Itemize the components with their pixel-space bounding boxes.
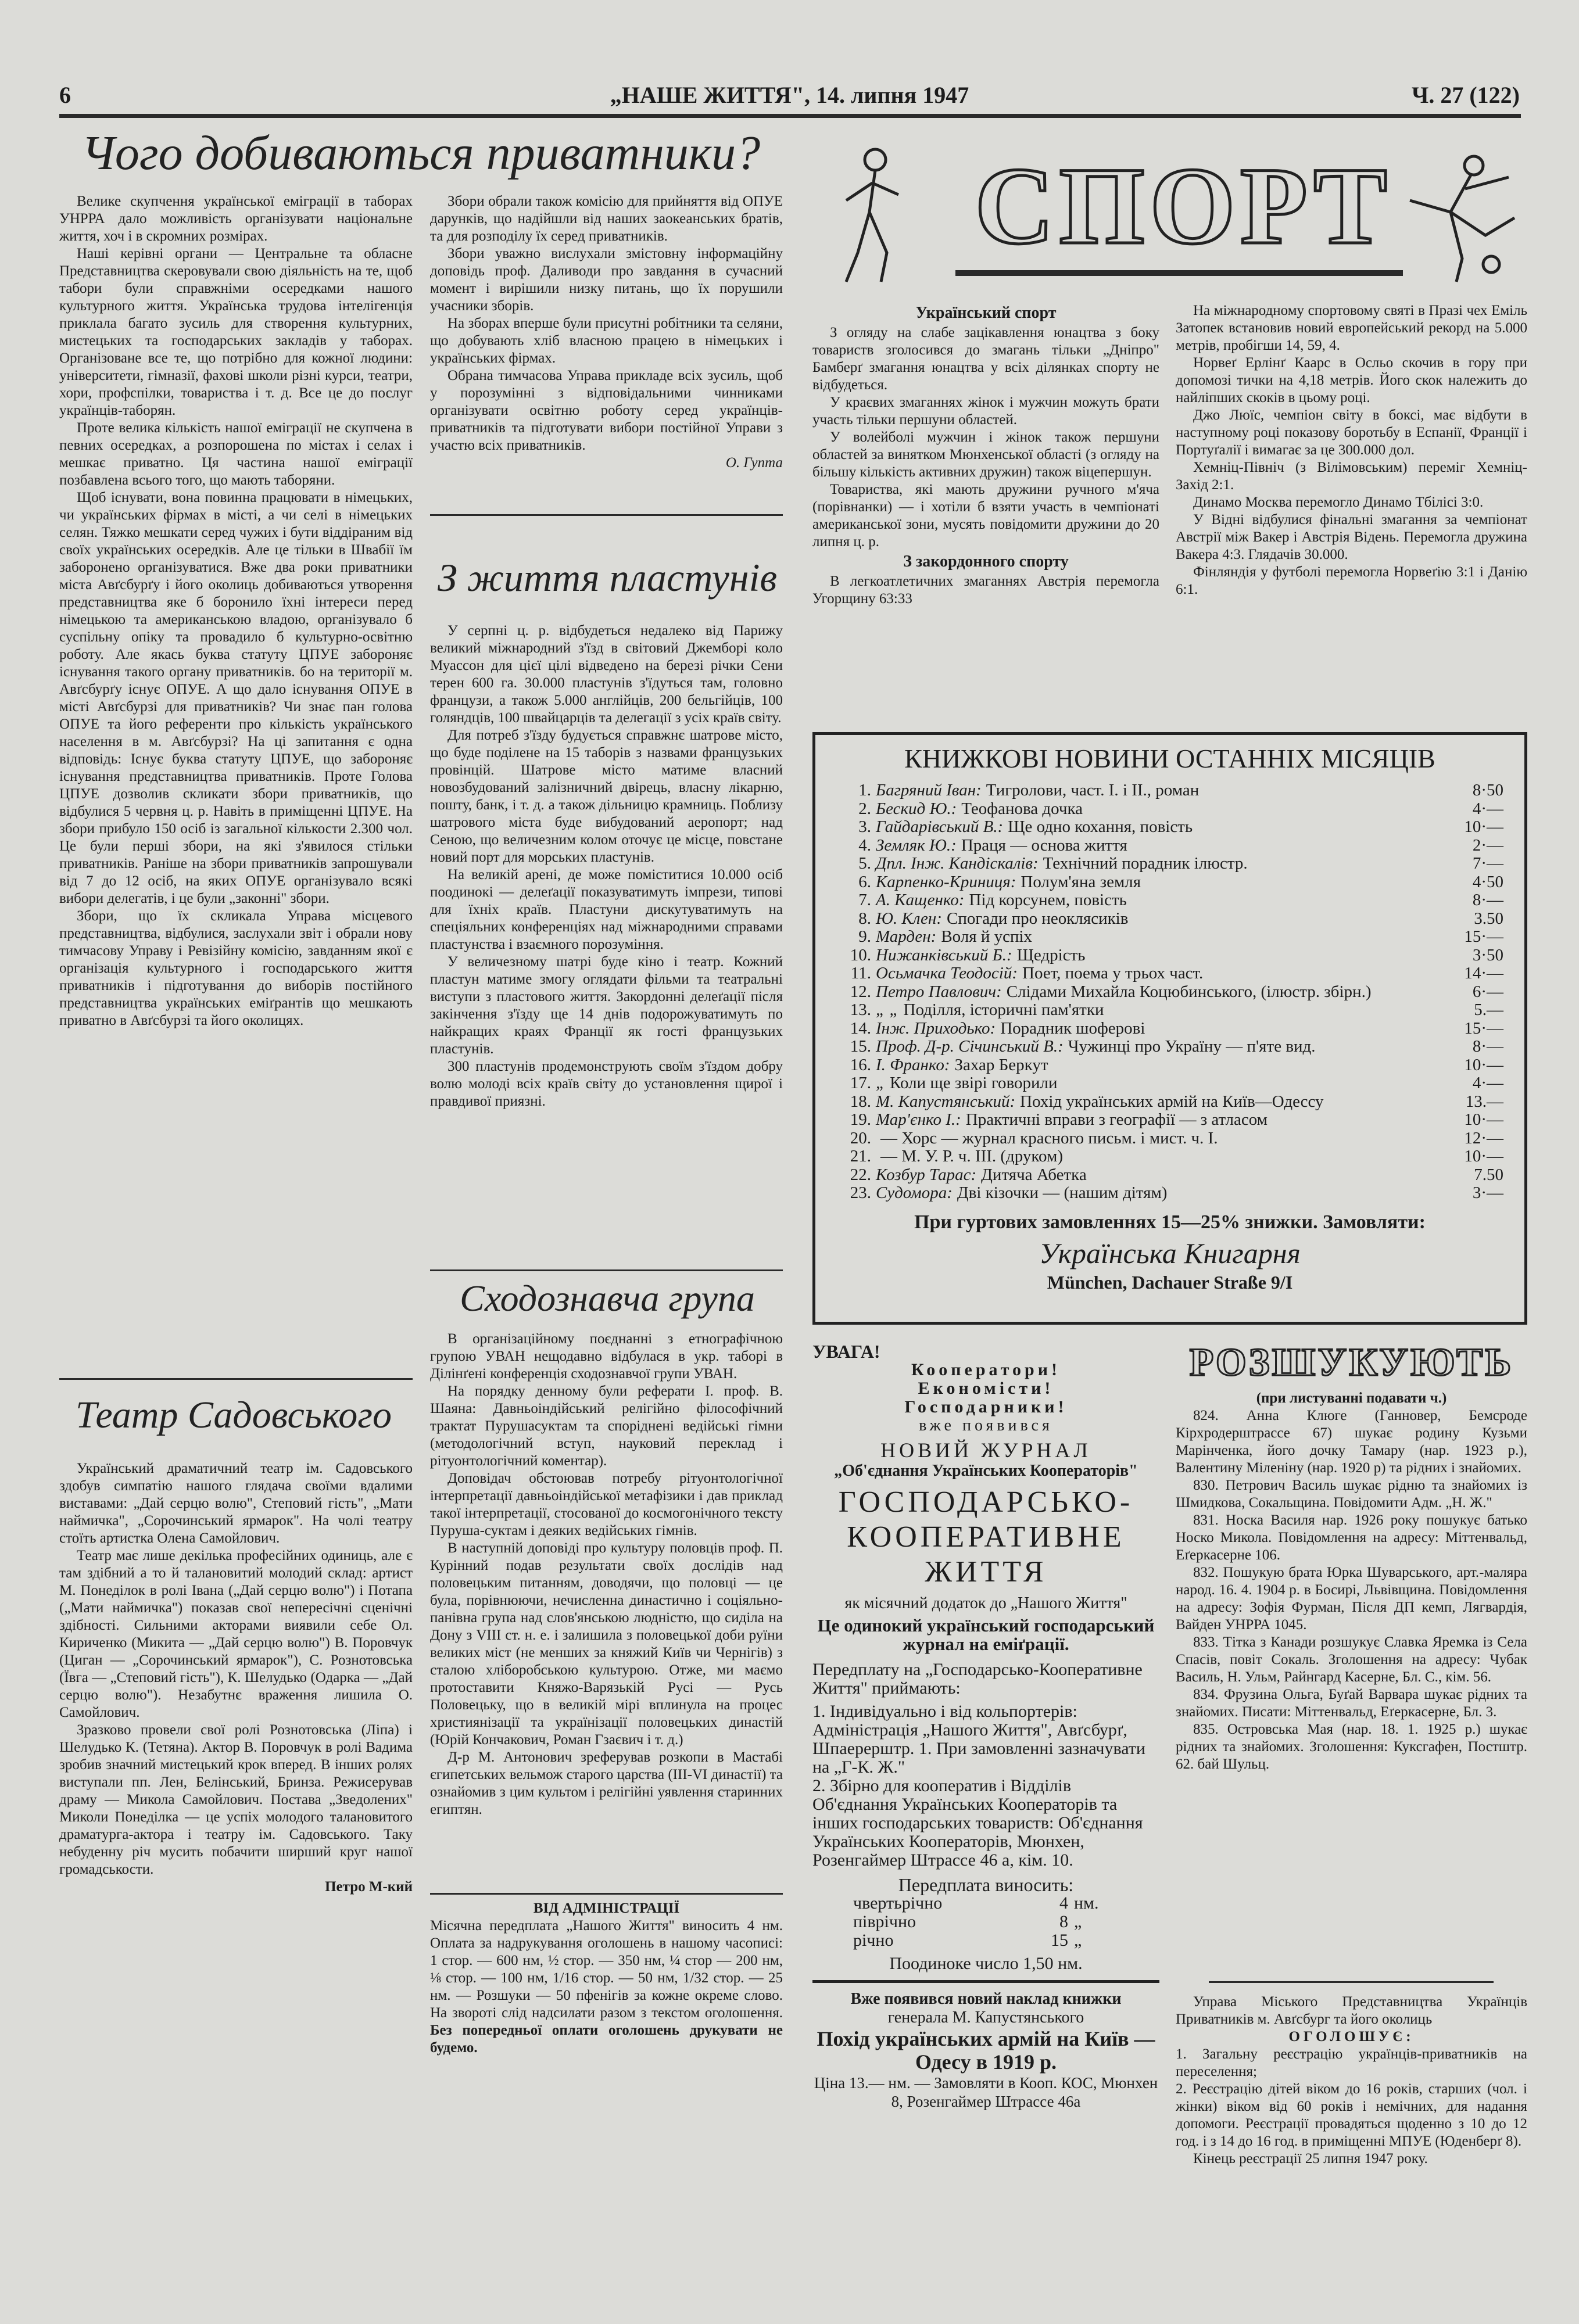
book-title: Тигролови, част. І. і ІІ., роман [986,781,1200,799]
paragraph: В наступній доповіді про культуру половців проф. П. Курінний подав результати своїх дослідів над половецьким питанням, доводячи, що половці — це була, порівнюючи, нечисленна династично і соціяльно-панівна група над слов'янською людністю, що сиділа на Дону з VIII ст. н. е. і залишила з половецької доби руїни великих міст (не менших за княжий Київ чи Чернігів) з сталою хліборобською культурою. Отже, ми маємо протоставити Княжо-Варязькій Русі — Русь Половецьку, що в великій мірі вплинула на процес християнізації та українізації половецьких династій (Юрій Кончакович, Роман Гзаєвич і т. д.) [430,1540,783,1748]
subscribe-intro: Передплату на „Господарсько-Кооперативне Життя" приймають: [812,1660,1143,1698]
book-author: М. Капустянський: [876,1092,1016,1111]
book-author: Петро Павлович: [876,982,1002,1001]
book-title: Похід українських армій на Київ — Одесу в 1919 р. [817,2027,1155,2074]
book-list-item [836,1074,1503,1093]
book-list-item [836,946,1503,965]
newspaper-title-date: „НАШЕ ЖИТТЯ", 14. липня 1947 [610,82,969,108]
book-title: Порадник шоферові [1000,1018,1145,1038]
book-number: 7. [858,891,871,909]
paragraph: В організаційному поєднанні з етнографічною групою УВАН нещодавно відбулася в укр. таборі в Ділінґені конференція сходознавчої групи УВАН. [430,1331,783,1382]
divider [812,1980,1159,1983]
price-period: річно [853,1931,894,1950]
book-price: 13.— [1465,1092,1503,1111]
paragraph: Український драматичний театр ім. Садовського здобув симпатію нашого глядача своїми вдалими виставами: „Дай серцю волю", Степовий гість", „Мати наймичка", „Сорочинський ярмарок". На чолі театру стоїть артистка Олена Самойлович. [59,1461,413,1546]
book-list-item [836,983,1503,1002]
book-price: 8·— [1472,1037,1503,1056]
book-price: 15·— [1464,1018,1503,1038]
paragraph: Д-р М. Антонович зреферував розкопи в Мастабі єгипетських вельмож старого царства (III-VI династії) та ознайомив з цим культом і релігійні уявлення старинних египтян. [430,1749,783,1817]
book-title: Ще одно кохання, повість [1008,817,1193,836]
book-price: 3·— [1472,1183,1503,1202]
author-signature: Петро М-кий [325,1879,413,1895]
notice-text: Місячна передплата „Нашого Життя" виносить 4 нм. Оплата за надрукування оголошень в нашому часописі: 1 стор. — 600 нм, ½ стор. — 350 нм, ¼ стор — 200 нм, ⅛ стор. — 100 нм, 1/16 стор. — 50 нм, 1/32 стор. — 25 нм. — Розшуки — 50 пфенігів за кожне окреме слово. На звороті слід надсилати разом з текстом оголошення. [430,1918,783,2021]
book-price: 10·— [1464,1110,1503,1129]
article-privatnyky-col1 [59,193,413,1361]
book-list-item [836,1147,1503,1166]
new-journal-label: НОВИЙ ЖУРНАЛ [880,1439,1091,1462]
price-unit: „ [1074,1912,1082,1931]
paragraph: Джо Люїс, чемпіон світу в боксі, має відбути в наступному році показову боротьбу в Еспанії, Франції і Портуґалії і вимагає за це 300.000 дол. [1176,407,1527,458]
issue-number: Ч. 27 (122) [1412,82,1520,108]
book-title: Слідами Михайла Коцюбинського, (ілюстр. збірн.) [1006,982,1372,1001]
book-news-box [812,732,1527,1325]
book-list-item [836,1020,1503,1038]
single-issue-price: Поодиноке число 1,50 нм. [889,1954,1083,1973]
book-list-item [836,1001,1503,1020]
section-title: ВІД АДМІНІСТРАЦІЇ [533,1900,680,1916]
search-item: 831. Носка Василя нар. 1926 року пошукує батько Носко Микола. Повідомлення на адресу: Міттенвальд, Еґеркасерне 106. [1176,1512,1527,1563]
book-price: 10·— [1464,1055,1503,1074]
book-title: Під корсунем, повість [969,891,1127,909]
article-headline-privatnyky: Чого добиваються приватники? [81,126,761,180]
book-author: Марден: [876,927,937,946]
price-period: піврічно [853,1912,916,1931]
book-title: Практичні вправи з географії — з атласом [965,1110,1268,1129]
price-title: Передплата виносить: [898,1874,1074,1895]
book-list-item [836,1111,1503,1129]
book-author: Земляк Ю.: [876,835,957,855]
subscribe-point: 1. Індивідуально і від кольпортерів: Адміністрація „Нашого Життя", Авґсбурґ, Шпаерерштр. 1. При замовленні зазначувати на „Г-К. Ж." [812,1702,1145,1777]
book-author: Осьмачка Теодосій: [876,964,1018,982]
book-list-item [836,1129,1503,1148]
price-amount: 15 [1051,1931,1068,1950]
page-number: 6 [59,82,71,108]
book-number: 1. [858,781,871,799]
book-title: Праця — основа життя [961,835,1127,855]
book-number: 5. [858,854,871,873]
article-skhodoznavcha [430,1330,783,1888]
price-amount: 4 [1059,1893,1068,1913]
book-price: 7.50 [1474,1165,1503,1184]
article-headline-skhodoznavcha: Сходознавча група [460,1278,755,1319]
paragraph: Динамо Москва перемогло Динамо Тбілісі 3:0. [1193,494,1484,510]
book-notice: Вже появився новий наклад книжки [850,1990,1122,2008]
paragraph: Обрана тимчасова Управа прикладе всіх зусиль, щоб у порозумінні з відповідальними чинниками організувати освітню роботу серед українців-приватників та підготувати вибори постійної Управи з участю всіх приватників. [430,368,783,453]
paragraph: Для потреб з'їзду будується справжнє шатрове місто, що буде поділене на 15 таборів з назвами французьких провінцій. Шатрове місто матиме власний новозбудований залізничний двірець, власну лікарню, пошту, банк, і т. д. а також дільницю крамниць. Поблизу шатрового міста буде вибудований аеропорт; над Сеною, що величезним колом оточує це місце, повстане новий порт для морських пластунів. [430,727,783,865]
paragraph: На великій арені, де може поміститися 10.000 осіб поодинокі — делеґації показуватимуть імпрези, типові для їхніх країв. Пластуни дискутуватимуть на спеціяльних конференціях над міжнародними справами пластунства і взаємного порозуміння. [430,867,783,952]
book-number: 11. [850,964,871,982]
appeared-text: вже появився [919,1416,1053,1434]
book-title: Поет, поема у трьох част. [1022,964,1204,982]
subscribe-point: 2. Збірно для кооператив і Відділів Об'єднання Українських Кооператорів та інших господарських товариств: Об'єднання Українських Кооператорів, Мюнхен, Розенгаймер Штрассе 46 а, кім. 10. [812,1776,1143,1870]
registration-notice [1176,1993,1527,2261]
book-title: Похід українських армій на Київ—Одессу [1020,1092,1324,1111]
notice-bold-text: Без попередньої оплати оголошень друкувати не будемо. [430,2022,783,2056]
paragraph: Фінляндія у футболі перемогла Норвеґію 3:1 і Данію 6:1. [1176,564,1527,597]
search-item: 824. Анна Клюге (Ганновер, Бемсроде Кірхродерштрассе 67) шукає родину Кузьми Марінченка, його дочку Тамару (нар. 1923 р.), Валентину Міленіну (нар. 1920 р) та рідних і знайомих. [1176,1408,1527,1476]
book-price: 10·— [1464,1147,1503,1165]
paragraph: Театр має лише декілька професійних одиниць, але є там здібний а то й талановитий молодий склад: артист М. Понеділок в ролі Івана („Дай серцю волю") і Потапа („Мати наймичка") показав свої непересічні сценічні здібності. Сильними акторами виявили себе Ол. Кириченко (Микита — „Дай серцю волю") В. Поровчук (Циган — „Сорочинський ярмарок"), С. Рознотовська (Ївга — „Степовий гість"), К. Шелудько (Одарка — „Дай серцю волю"). Незабутнє враження лишила О. Самойлович. [59,1548,413,1720]
divider [430,1269,783,1271]
book-number: 22. [850,1165,871,1184]
book-list-item [836,964,1503,983]
publisher: „Об'єднання Українських Кооператорів" [834,1462,1138,1480]
book-price: 6·— [1472,982,1503,1001]
paragraph: Велике скупчення української еміграції в таборах УНРРА дало можливість організувати національне життя, хоч і в скромних розмірах. [59,193,413,244]
book-price: 5.— [1474,1000,1503,1019]
book-title: — Хорс — журнал красного письм. і мист. ч. І. [880,1128,1218,1147]
search-note: (при листуванні подавати ч.) [1256,1390,1447,1406]
book-title: Дві кізочки — (нашим дітям) [957,1183,1168,1202]
book-number: 13. [850,1000,871,1019]
price-table [812,1894,1159,1950]
header-rule [59,114,1521,118]
book-list-item [836,1056,1503,1075]
book-author: „ „ [876,1000,899,1019]
article-theatre [59,1460,413,2273]
sport-column-1 [812,302,1159,709]
book-number: 15. [850,1037,871,1056]
paragraph: Проте велика кількість нашої еміграції не скупчена в певних осередках, а розпорошена по містах і селах і мешкає приватно. Ця частина нашої еміграції позбавлена всього того, що мають таборяни. [59,420,413,488]
price-amount: 8 [1059,1912,1068,1931]
book-price: 2·— [1472,835,1503,855]
audience-line: Економісти! [918,1379,1054,1398]
book-list-item [836,781,1503,800]
book-list-item [836,891,1503,910]
book-title: Дитяча Абетка [981,1165,1087,1184]
coop-journal-ad [812,1342,1159,2272]
book-author: Гайдарівський В.: [876,817,1004,836]
sport-column-2 [1176,302,1527,709]
book-author: І. Франко: [876,1055,950,1074]
book-list-item [836,818,1503,837]
book-author: генерала М. Капустянського [887,2009,1084,2027]
book-author: Мар'єнко І.: [876,1110,961,1129]
book-number: 10. [850,945,871,964]
price-row [847,1913,1159,1931]
book-title: — М. У. Р. ч. ІІІ. (друком) [880,1147,1064,1165]
supplement-note: як місячний додаток до „Нашого Життя" [844,1594,1127,1612]
book-author: Нижанківський Б.: [876,945,1012,964]
book-list-item [836,800,1503,819]
book-author: Ю. Клен: [876,909,942,928]
book-title: Воля й успіх [941,927,1033,946]
store-address: München, Dachauer Straße 9/I [1047,1271,1293,1293]
registration-intro: Управа Міського Представництва Українців Приватників м. Авґсбург та його околиць [1176,1994,1527,2027]
paragraph: На порядку денному були реферати І. проф. В. Шаяна: Давньоіндійський релігійно філософічний трактат Пурушасуктам та споріднені ведійські гімни (методологічний вступ, науковий переклад і рітуонтологічний коментар). [430,1383,783,1469]
book-list-item [836,928,1503,946]
book-number: 20. [850,1128,871,1147]
paragraph: Норвеґ Ерлінґ Каарс в Осльо скочив в гору при допомозі тички на 4,18 метрів. Його скок належить до найліпших скоків в цьому році. [1176,355,1527,406]
search-title: РОЗШУКУЮТЬ [1189,1340,1514,1384]
paragraph: Збори, що їх скликала Управа місцевого представництва, відбулися, заслухали звіт і обрали нову тимчасову Управу і Ревізійну комісію, завданням якої є організація культурного і господарського життя приватників і підготування до виборів постійного представництва українських еміґрантів що мешкають приватно в Авґсбурзі та його околицях. [59,908,413,1028]
paragraph: Товариства, які мають дружини ручного м'яча (порівнанки) — і хотіли б взяти участь в чемпіонаті американської зони, мусять повідомити дружини до 20 липня ц. р. [812,482,1159,550]
book-author: Карпенко-Криниця: [876,872,1016,891]
search-item: 834. Фрузина Ольга, Буґай Варвара шукає рідних та знайомих. Писати: Міттенвальд, Еґеркасерне, Бл. 3. [1176,1687,1527,1720]
book-price: Ціна 13.— нм. — Замовляти в Кооп. КОС, Мюнхен 8, Розенгаймер Штрассе 46а [814,2074,1158,2110]
book-title: Теофанова дочка [961,799,1083,818]
book-list-item [836,1166,1503,1185]
paragraph: Хемніц-Північ (з Вілімовським) переміг Хемніц-Захід 2:1. [1176,460,1527,493]
book-number: 16. [850,1055,871,1074]
book-price: 4·— [1472,799,1503,818]
book-number: 21. [850,1147,871,1165]
book-number: 19. [850,1110,871,1129]
sport-logo-text: СПОРТ [975,145,1392,267]
paragraph: Наші керівні органи — Центральне та обласне Представництва скеровували свою діяльність на те, щоб табори були справжніми осередками нашого культурного життя. Українська трудова інтелігенція приклала багато зусиль для створення культурних, мистецьких та господарських закладів у таборах. Організоване все те, що потрібно для кожної людини: університети, гімназії, фахові школи різні курси, театри, хори, профспілки, товариства і т. д. Все це до послуг українців-таборян. [59,246,413,418]
article-headline-theatre: Театр Садовського [76,1394,392,1436]
book-author: „ [876,1074,886,1092]
paragraph: На зборах вперше були присутні робітники та селяни, що добувають хліб власною працею в німецьких і українських фірмах. [430,315,783,366]
price-unit: нм. [1074,1893,1099,1913]
divider [430,514,783,516]
article-plastuny [430,622,783,1261]
book-author: Дпл. Інж. Кандіскалів: [876,854,1039,873]
book-price: 14·— [1464,964,1503,982]
paragraph: У Відні відбулися фінальні змагання за чемпіонат Австрії між Вакер і Австрія Відень. Перемогла дружина Вакера 4:3. Глядачів 30.000. [1176,512,1527,562]
book-number: 2. [858,799,871,818]
book-number: 17. [850,1074,871,1092]
discount-note: При гуртових замовленнях 15—25% знижки. Замовляти: [914,1211,1426,1233]
search-item: 830. Петрович Василь шукає рідню та знайомих із Шмидкова, Сокальщина. Повідомити Адм. „Н. Ж." [1176,1477,1527,1511]
paragraph: 300 пластунів продемонструють своїм з'їздом добру волю молоді всіх країв світу до установлення щирої і правдивої приязні. [430,1059,783,1109]
search-item: 835. Островська Мая (нар. 18. 1. 1925 р.) шукає рідних та знайомих. Зголошення: Куксгафен, Постштр. 62. бай Шульц. [1176,1722,1527,1772]
book-list-item [836,910,1503,928]
paragraph: На міжнародному спортовому святі в Празі чех Еміль Затопек встановив новий европейський рекорд на 5.000 метрів, пробігши 14, 59, 4. [1176,303,1527,353]
article-privatnyky-col2 [430,193,783,507]
section-subtitle: З закордонного спорту [903,553,1069,571]
book-number: 14. [850,1018,871,1038]
paragraph: У краєвих змаганнях жінок і мужчин можуть брати участь тільки першуни областей. [812,394,1159,428]
registration-item: 1. Загальну реєстрацію українців-приватників на переселення; [1176,2046,1527,2079]
book-number: 18. [850,1092,871,1111]
divider [430,1893,783,1895]
registration-end: Кінець реєстрації 25 липня 1947 року. [1193,2151,1428,2167]
paragraph: В легкоатлетичних змаганнях Австрія перемогла Угорщину 63:33 [812,573,1159,607]
sport-logo [823,137,1527,285]
book-number: 8. [858,909,871,928]
book-number: 6. [858,872,871,891]
book-list-item [836,837,1503,855]
article-headline-plastuny: З життя пластунів [438,555,777,600]
audience-line: Кооператори! [911,1360,1061,1379]
paragraph: Доповідач обстоював потребу рітуонтологічної інтерпретації давньоіндійської метафізики і дав приклад такої інтерпретації, стосованої до космогонічного тексту Пуруша-суктам і деяких ведійських гімнів. [430,1471,783,1538]
administration-notice [430,1900,783,2272]
book-price: 3·50 [1472,945,1503,964]
book-price: 8·50 [1472,781,1503,799]
divider [1209,1981,1494,1983]
book-title: Технічний порадник ілюстр. [1043,854,1248,873]
book-price: 3.50 [1474,909,1503,928]
book-author: Бескид Ю.: [876,799,957,818]
book-price: 4·50 [1472,872,1503,891]
book-price: 12·— [1464,1128,1503,1147]
unique-note: Це одинокий український господарський журнал на еміґрації. [817,1615,1155,1654]
book-list-item [836,855,1503,873]
search-column [1176,1390,1527,1977]
book-author: А. Кащенко: [876,891,965,909]
book-author: Проф. Д-р. Січинський В.: [876,1037,1064,1056]
price-unit: „ [1074,1931,1082,1950]
book-price: 4·— [1472,1074,1503,1092]
paragraph: Зразково провели свої ролі Рознотовська (Ліпа) і Шелудько К. (Тетяна). Актор В. Поровчук в ролі Вадима зробив значний мистецький крок вперед. В інших ролях виступали пп. Лен, Белінський, Бринза. Режисерував драму — Микола Самойлович. Постава „Зведолених" Миколи Понеділка — це успіх молодого талановитого драматурга-актора і театру ім. Садовського. Таку небуденну річ мусить побачити ширший круг нашої громадськости. [59,1722,413,1877]
section-subtitle: Український спорт [915,304,1057,322]
book-title: Чужинці про Україну — п'яте вид. [1068,1037,1316,1056]
book-author: Інж. Приходько: [876,1018,996,1038]
book-list-item [836,1184,1503,1203]
book-title: Щедрість [1016,945,1086,964]
paragraph: З огляду на слабе зацікавлення юнацтва з боку товариств зголосився до змагань тільки „Дніпро" Бамберґ змагання юнацтва у всіх ділянках спорту не відбудеться. [812,325,1159,393]
search-item: 832. Пошукую брата Юрка Шуварського, арт.-маляра народ. 16. 4. 1904 р. в Босирі, Львівщина. Повідомлення на адресу: Зофія Фурман, Після ДП кемп, Лягвардія, Вайден УНРРА 1045. [1176,1565,1527,1633]
book-list-item [836,1093,1503,1111]
divider [59,1378,413,1380]
book-title: Коли ще звірі говорили [890,1074,1058,1092]
book-number: 12. [850,982,871,1001]
price-row [847,1894,1159,1913]
book-author: Козбур Тарас: [876,1165,977,1184]
paragraph: Щоб існувати, вона повинна працювати в німецьких, чи українських фірмах в місті, а чи селі в німецьких селян. Тяжко мешкати серед чужих і бути віддіраним від своїх українських осередків. Але це тільки в Швабії їм заборонено організуватися. Вже два роки приватники міста Авґсбурґу і його околиць добиваються утворення представництва яке б боронило їхні інтереси перед німецькою та американською владою, організувало б суспільну опіку та провадило б культурно-освітню роботу. Але якась буква статуту ЦПУЕ забороняє існування такого органу приватників. бо на території м. Авґсбурґу існує ОПУЕ. А що дало існування ОПУЕ в місті Авґсбурзі для приватників? Чи знає пан голова ОПУЕ та його референти про кількість українського населення в м. Авґсбурзі? На ці запитання є одна відповідь: Існує буква статуту ЦПУЕ, що забороняє існування представництва приватників. Проте Голова ЦПУЕ дозволив скликати збори приватників, що відбулися 5 червня ц. р. Навіть в приміщенні ЦПУЕ. На збори прибуло 150 осіб із загальної кількости 2.300 чол. Це були перші збори, на які з'явилося стільки приватників. Раніше на збори приватників запрошували від 7 до 12 осіб, на яких ОПУЕ організувало всякі вибори делегатів, і це були „законні" збори. [59,490,413,906]
book-price: 8·— [1472,891,1503,909]
attention-label: УВАГА! [812,1342,880,1362]
paragraph: У величезному шатрі буде кіно і театр. Кожний пластун матиме змогу оглядати фільми та театральні виступи з пластового життя. Закордонні делеґації після закінчення з'їзду ще 14 днів подорожуватимуть по найкращих краях Франції як гості французьких пластунів. [430,954,783,1057]
journal-title: ГОСПОДАРСЬКО-КООПЕРАТИВНЕ ЖИТТЯ [838,1486,1134,1588]
paragraph: Збори обрали також комісію для прийняття від ОПУЕ дарунків, що надійшли від наших заокеанських братів, та для розподілу їх серед приватників. [430,193,783,244]
book-title: Захар Беркут [954,1055,1048,1074]
book-title: Поділля, історичні пам'ятки [903,1000,1104,1019]
registration-announces: ОГОЛОШУЄ: [1288,2029,1415,2045]
author-signature: О. Гупта [725,455,783,471]
book-list [836,781,1503,1203]
book-number: 9. [858,927,871,946]
search-item: 833. Тітка з Канади розшукує Славка Яремка із Села Спасів, повіт Сокаль. Зголошення на адресу: Чубак Василь, Н. Ульм, Райнгард Касерне, Бл. С., кім. 56. [1176,1634,1527,1685]
book-list-item [836,1038,1503,1056]
price-row [847,1931,1159,1950]
book-price: 10·— [1464,817,1503,836]
book-author: Багряний Іван: [876,781,982,799]
price-period: чвертьрічно [853,1893,943,1913]
book-title: Полум'яна земля [1021,872,1141,891]
paragraph: Збори уважно вислухали змістовну інформаційну доповідь проф. Даливоди про завдання в сучасний момент і вирішили низку питань, що їх порушили учасники зборів. [430,246,783,314]
book-price: 15·— [1464,927,1503,946]
book-list-item [836,873,1503,892]
book-price: 7·— [1472,854,1503,873]
paragraph: У серпні ц. р. відбудеться недалеко від Парижу великий міжнародний з'їзд в світовий Джемборі коло Муассон для цієї цілі відведено на березі річки Сени терен 600 га. 30.000 пластунів з'їдуться там, головно французи, а також 5.000 англійців, 200 бельгійців, 100 голяндців, 100 швайцарців та делегації з усіх країв світу. [430,623,783,726]
store-name: Українська Книгарня [1039,1236,1301,1269]
book-news-title: КНИЖКОВІ НОВИНИ ОСТАННІХ МІСЯЦІВ [904,744,1435,773]
book-number: 3. [858,817,871,836]
book-number: 4. [858,835,871,855]
book-title: Спогади про неоклясиків [946,909,1129,928]
paragraph: У волейболі мужчин і жінок також першуни областей за винятком Мюнхенської області (з огляду на більшу кількість активних дружин) також віцепершун. [812,429,1159,480]
registration-item: 2. Реєстрацію дітей віком до 16 років, старших (чол. і жінки) віком від 60 років і немічних, для надання допомоги. Реєстрації провадяться щоденно з 10 до 12 год. і з 14 до 16 год. в приміщенні МПУЕ (Юденберґ 8). [1176,2081,1527,2149]
book-number: 23. [850,1183,871,1202]
book-author: Судомора: [876,1183,953,1202]
audience-line: Господарники! [904,1397,1068,1416]
